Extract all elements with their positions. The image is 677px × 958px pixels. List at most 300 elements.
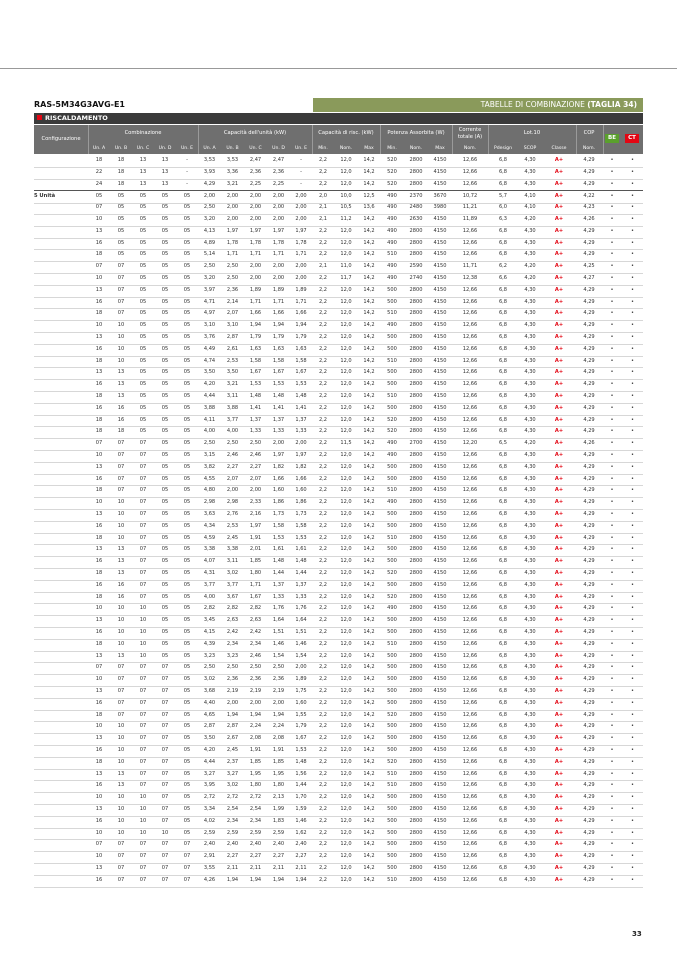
table-cell: 05 — [161, 605, 169, 612]
table-cell: 2,00 — [272, 440, 285, 447]
table-cell: 05 — [139, 298, 147, 305]
table-cell: 14,2 — [363, 546, 375, 553]
table-cell: 05 — [183, 723, 191, 730]
table-cell: 6,8 — [498, 298, 508, 305]
table-cell: 2,00 — [226, 193, 239, 200]
table-cell: 4150 — [433, 463, 447, 470]
table-cell: 13 — [95, 617, 103, 624]
table-cell: 2740 — [409, 275, 423, 281]
table-cell: 4150 — [433, 688, 447, 694]
table-cell: 4,30 — [524, 534, 536, 541]
table-cell: 4150 — [433, 735, 447, 742]
table-cell: 4,29 — [583, 853, 595, 860]
table-cell: 2,46 — [226, 452, 239, 458]
table-cell: 05 — [139, 322, 147, 329]
table-cell: 14,2 — [363, 782, 375, 789]
table-cell: 6,8 — [498, 782, 508, 789]
table-cell: • — [610, 699, 614, 706]
table-cell: 2800 — [409, 652, 423, 659]
table-cell: A+ — [554, 452, 564, 458]
table-cell: 2,2 — [318, 546, 328, 553]
table-cell: • — [630, 475, 634, 482]
table-cell: 500 — [387, 735, 397, 742]
table-cell: 4150 — [433, 416, 447, 423]
table-cell: 4,30 — [524, 570, 536, 576]
table-cell: 510 — [387, 487, 397, 494]
table-cell: - — [300, 157, 302, 163]
table-cell: 05 — [161, 310, 169, 317]
table-cell: 4,29 — [583, 334, 595, 340]
table-cell: 4,29 — [583, 617, 595, 624]
table-cell: 2,2 — [318, 581, 328, 588]
table-cell: 1,48 — [249, 393, 262, 399]
table-cell: 12,66 — [462, 334, 478, 340]
table-cell: 1,79 — [272, 334, 285, 340]
table-cell: - — [186, 157, 188, 163]
table-cell: 12,66 — [462, 322, 478, 329]
table-cell: 05 — [183, 334, 191, 340]
table-cell: 4,30 — [524, 581, 536, 588]
table-cell: 2,19 — [226, 688, 239, 694]
table-cell: 10 — [117, 534, 125, 541]
table-cell: 2800 — [409, 310, 423, 317]
table-cell: 1,44 — [295, 570, 307, 576]
table-cell: 10 — [139, 817, 147, 824]
table-cell: 2,00 — [249, 204, 262, 211]
table-cell: 2,36 — [249, 168, 262, 175]
table-cell: 3,77 — [226, 416, 239, 423]
table-cell: 1,58 — [272, 522, 285, 529]
header-separator — [603, 125, 604, 154]
table-cell: A+ — [554, 511, 564, 517]
table-cell: 4,20 — [524, 440, 536, 447]
table-cell: 4150 — [433, 310, 447, 317]
table-cell: 16 — [95, 345, 103, 352]
table-cell: 18 — [95, 157, 103, 163]
table-cell: 2,36 — [272, 168, 285, 175]
table-cell: • — [610, 581, 614, 588]
table-cell: 1,53 — [295, 747, 307, 753]
table-cell: 05 — [161, 475, 169, 482]
table-cell: 4150 — [433, 239, 447, 246]
table-cell: 2800 — [409, 640, 423, 647]
table-cell: 6,8 — [498, 829, 508, 836]
table-cell: A+ — [554, 570, 564, 576]
table-cell: 4,29 — [583, 581, 595, 588]
table-cell: 14,2 — [363, 522, 375, 529]
table-cell: 2,72 — [249, 794, 262, 801]
table-cell: 3,55 — [203, 865, 216, 871]
table-cell: 4150 — [433, 487, 447, 494]
table-cell: 2,40 — [295, 841, 307, 848]
table-cell: 4150 — [433, 570, 447, 576]
table-cell: 2,2 — [318, 440, 328, 447]
table-cell: 1,53 — [295, 534, 307, 541]
table-cell: 1,67 — [295, 735, 307, 742]
table-cell: 2,2 — [318, 416, 328, 423]
table-cell: • — [630, 782, 634, 789]
table-cell: 1,37 — [272, 581, 285, 588]
table-cell: • — [610, 817, 614, 824]
table-cell: • — [630, 617, 634, 624]
table-cell: 6,8 — [498, 428, 508, 435]
table-cell: • — [610, 193, 614, 200]
table-cell: 2,50 — [203, 204, 216, 211]
table-cell: 2,50 — [272, 664, 285, 671]
table-cell: • — [610, 345, 614, 352]
table-cell: 2,2 — [318, 534, 328, 541]
table-cell: 2800 — [409, 629, 423, 635]
table-cell: 05 — [117, 193, 125, 200]
table-cell: 10 — [161, 829, 169, 836]
table-cell: 05 — [183, 298, 191, 305]
table-cell: 2,1 — [318, 216, 328, 222]
table-cell: 2,53 — [226, 522, 239, 529]
table-cell: 2800 — [409, 735, 423, 742]
table-cell: 12,66 — [462, 617, 478, 624]
table-cell: 05 — [161, 511, 169, 517]
header-cop: COP — [583, 130, 595, 136]
table-cell: 2,2 — [318, 770, 328, 777]
table-cell: • — [610, 841, 614, 848]
table-cell: 4,00 — [203, 428, 216, 435]
table-cell: 10 — [95, 216, 103, 222]
table-cell: 6,8 — [498, 688, 508, 694]
table-cell: 1,79 — [295, 723, 307, 730]
table-cell: A+ — [554, 322, 564, 329]
table-cell: • — [610, 369, 614, 376]
table-cell: 4,30 — [524, 322, 536, 329]
table-cell: 4,29 — [583, 404, 595, 411]
table-cell: 05 — [183, 239, 191, 246]
table-cell: 500 — [387, 558, 397, 565]
table-cell: 16 — [95, 381, 103, 388]
table-cell: 18 — [95, 310, 103, 317]
table-cell: 1,73 — [295, 511, 307, 517]
table-cell: 6,8 — [498, 853, 508, 860]
table-cell: A+ — [554, 298, 564, 305]
table-cell: 4,30 — [524, 452, 536, 458]
table-cell: A+ — [554, 168, 564, 175]
table-cell: A+ — [554, 652, 564, 659]
header-separator — [380, 125, 381, 154]
table-cell: 4150 — [433, 534, 447, 541]
table-cell: A+ — [554, 381, 564, 388]
table-cell: 05 — [183, 747, 191, 753]
table-cell: 14,2 — [363, 334, 375, 340]
table-cell: 1,97 — [226, 227, 239, 234]
table-cell: 2800 — [409, 758, 423, 765]
table-cell: • — [610, 747, 614, 753]
table-cell: 1,33 — [272, 593, 285, 600]
table-cell: A+ — [554, 286, 564, 293]
table-cell: 1,53 — [295, 381, 307, 388]
table-cell: A+ — [554, 546, 564, 553]
table-cell: 4,30 — [524, 546, 536, 553]
table-cell: 05 — [183, 428, 191, 435]
table-cell: 14,2 — [363, 463, 375, 470]
table-cell: 2800 — [409, 794, 423, 801]
table-cell: 05 — [183, 770, 191, 777]
table-cell: 6,8 — [498, 593, 508, 600]
table-cell: 2,00 — [272, 699, 285, 706]
table-cell: 07 — [183, 841, 191, 848]
table-cell: 12,0 — [340, 475, 352, 482]
table-cell: 490 — [387, 193, 397, 200]
table-cell: 18 — [95, 758, 103, 765]
table-cell: 2,50 — [226, 664, 239, 671]
table-cell: 05 — [183, 193, 191, 200]
table-cell: 05 — [183, 286, 191, 293]
table-cell: 05 — [183, 664, 191, 671]
table-cell: 05 — [161, 617, 169, 624]
table-cell: 4,29 — [583, 806, 595, 812]
table-cell: 12,0 — [340, 180, 352, 187]
table-cell: 18 — [95, 640, 103, 647]
page-number: 33 — [632, 930, 642, 938]
table-cell: 07 — [117, 452, 125, 458]
table-banner — [313, 98, 643, 112]
table-cell: 12,66 — [462, 463, 478, 470]
table-cell: 14,2 — [363, 853, 375, 860]
table-cell: 2,40 — [272, 841, 285, 848]
table-cell: 13 — [117, 546, 125, 553]
table-cell: 1,61 — [295, 546, 307, 553]
table-cell: 3,50 — [203, 369, 216, 376]
subheader-cell: Max — [364, 146, 374, 151]
table-cell: 11,2 — [340, 216, 352, 222]
table-cell: • — [630, 334, 634, 340]
table-cell: 4,29 — [583, 546, 595, 553]
table-cell: 12,66 — [462, 404, 478, 411]
table-cell: 2800 — [409, 227, 423, 234]
table-cell: 6,8 — [498, 747, 508, 753]
table-cell: 07 — [139, 676, 147, 683]
table-cell: 2,72 — [203, 794, 216, 801]
table-cell: 14,2 — [363, 699, 375, 706]
table-cell: 12,66 — [462, 593, 478, 600]
table-cell: 490 — [387, 263, 397, 270]
table-cell: • — [610, 605, 614, 612]
table-cell: 6,8 — [498, 546, 508, 553]
table-cell: 2,34 — [226, 817, 239, 824]
table-cell: • — [630, 534, 634, 541]
table-cell: • — [610, 440, 614, 447]
table-cell: 4,29 — [583, 168, 595, 175]
table-cell: 4,29 — [583, 452, 595, 458]
table-cell: 2800 — [409, 617, 423, 624]
table-cell: 07 — [139, 747, 147, 753]
table-cell: 490 — [387, 605, 397, 612]
table-cell: 6,8 — [498, 227, 508, 234]
table-cell: 500 — [387, 688, 397, 694]
table-cell: 4,29 — [583, 322, 595, 329]
table-cell: 05 — [183, 251, 191, 258]
table-cell: 2,24 — [272, 723, 285, 730]
table-cell: 1,71 — [249, 298, 262, 305]
table-cell: 13 — [95, 334, 103, 340]
table-cell: 4,29 — [583, 463, 595, 470]
table-cell: 12,0 — [340, 865, 352, 871]
table-cell: 4,15 — [203, 629, 216, 635]
table-cell: 2,08 — [272, 735, 285, 742]
table-cell: 2800 — [409, 487, 423, 494]
table-cell: 3,11 — [226, 558, 239, 565]
table-cell: 510 — [387, 393, 397, 399]
table-cell: 05 — [183, 806, 191, 812]
table-cell: 12,66 — [462, 345, 478, 352]
table-cell: 1,80 — [249, 570, 262, 576]
table-cell: 12,0 — [340, 841, 352, 848]
table-cell: 07 — [139, 534, 147, 541]
table-cell: 2,27 — [226, 853, 239, 860]
table-cell: 2800 — [409, 688, 423, 694]
table-cell: 2,50 — [203, 664, 216, 671]
table-cell: 6,8 — [498, 487, 508, 494]
table-cell: 4150 — [433, 723, 447, 730]
table-cell: 12,0 — [340, 629, 352, 635]
table-cell: 12,66 — [462, 853, 478, 860]
table-cell: 2,50 — [226, 263, 239, 270]
table-cell: 12,0 — [340, 286, 352, 293]
table-cell: 2,00 — [226, 204, 239, 211]
table-cell: 05 — [161, 570, 169, 576]
table-cell: 2,00 — [295, 216, 307, 222]
table-cell: A+ — [554, 357, 564, 364]
table-cell: 6,8 — [498, 581, 508, 588]
table-cell: 4150 — [433, 168, 447, 175]
table-cell: 10 — [117, 605, 125, 612]
table-cell: 07 — [117, 263, 125, 270]
table-cell: 1,54 — [295, 652, 307, 659]
table-cell: 6,0 — [498, 204, 508, 211]
table-cell: 07 — [161, 723, 169, 730]
table-cell: 2,00 — [226, 699, 239, 706]
table-cell: 12,66 — [462, 416, 478, 423]
badge-be: BE — [605, 134, 619, 143]
table-cell: 12,0 — [340, 747, 352, 753]
table-cell: 1,37 — [295, 416, 307, 423]
subheader-cell: Un. B — [226, 146, 239, 151]
table-cell: 2,2 — [318, 463, 328, 470]
table-cell: 1,83 — [272, 817, 285, 824]
table-cell: 12,0 — [340, 534, 352, 541]
table-cell: 14,2 — [363, 428, 375, 435]
table-cell: 5,7 — [498, 193, 508, 200]
table-cell: 07 — [139, 853, 147, 860]
table-cell: 4,29 — [583, 829, 595, 836]
table-cell: 1,48 — [295, 558, 307, 565]
table-cell: 500 — [387, 475, 397, 482]
table-cell: 6,8 — [498, 534, 508, 541]
table-cell: 500 — [387, 404, 397, 411]
table-cell: 12,0 — [340, 416, 352, 423]
table-cell: • — [610, 157, 614, 163]
table-cell: 4,20 — [203, 747, 216, 753]
table-cell: 4,30 — [524, 334, 536, 340]
model-code: RAS-5M34G3AVG-E1 — [34, 100, 125, 109]
table-cell: 2,2 — [318, 369, 328, 376]
table-cell: 4,29 — [583, 180, 595, 187]
table-cell: 05 — [161, 263, 169, 270]
table-cell: A+ — [554, 829, 564, 836]
table-cell: 4,30 — [524, 180, 536, 187]
table-cell: 4150 — [433, 640, 447, 647]
table-cell: 1,95 — [249, 770, 262, 777]
table-cell: 2,2 — [318, 688, 328, 694]
table-cell: 4,30 — [524, 475, 536, 482]
table-cell: 6,8 — [498, 841, 508, 848]
table-cell: 4,49 — [203, 345, 216, 352]
table-cell: 05 — [139, 286, 147, 293]
table-cell: 07 — [139, 440, 147, 447]
table-cell: 6,8 — [498, 699, 508, 706]
table-cell: 500 — [387, 629, 397, 635]
table-cell: 05 — [161, 298, 169, 305]
table-cell: 2,2 — [318, 452, 328, 458]
table-cell: 10 — [117, 499, 125, 506]
table-cell: • — [610, 794, 614, 801]
subheader-cell: Un. D — [272, 146, 285, 151]
table-cell: 2,50 — [203, 440, 216, 447]
table-cell: • — [610, 416, 614, 423]
table-cell: 2,1 — [318, 204, 328, 211]
table-cell: 05 — [161, 357, 169, 364]
table-cell: 4,30 — [524, 758, 536, 765]
table-cell: 4,29 — [583, 522, 595, 529]
table-cell: 2,53 — [226, 357, 239, 364]
table-cell: 4,29 — [583, 393, 595, 399]
table-cell: 14,2 — [363, 629, 375, 635]
table-cell: 4,00 — [226, 428, 239, 435]
table-cell: • — [610, 652, 614, 659]
table-cell: 4,29 — [583, 369, 595, 376]
table-cell: 07 — [139, 463, 147, 470]
table-cell: 12,66 — [462, 581, 478, 588]
subheader-cell: Min. — [318, 146, 328, 151]
table-cell: 2,36 — [272, 676, 285, 683]
table-cell: 05 — [117, 239, 125, 246]
table-cell: 1,61 — [272, 546, 285, 553]
table-cell: 500 — [387, 723, 397, 730]
table-cell: 07 — [161, 782, 169, 789]
table-cell: 2800 — [409, 157, 423, 163]
table-cell: 13 — [95, 688, 103, 694]
table-cell: 14,2 — [363, 263, 375, 270]
table-cell: 10 — [139, 794, 147, 801]
table-cell: 1,66 — [249, 310, 262, 317]
table-cell: 4150 — [433, 581, 447, 588]
table-cell: 13 — [161, 157, 169, 163]
table-cell: 12,66 — [462, 629, 478, 635]
table-cell: 4150 — [433, 157, 447, 163]
table-cell: 2800 — [409, 782, 423, 789]
table-cell: 3,53 — [226, 157, 239, 163]
table-cell: 12,0 — [340, 688, 352, 694]
table-cell: 4,29 — [583, 640, 595, 647]
table-cell: 12,66 — [462, 782, 478, 789]
table-cell: 05 — [183, 216, 191, 222]
table-cell: 4,30 — [524, 664, 536, 671]
table-cell: 12,0 — [340, 393, 352, 399]
table-cell: • — [610, 452, 614, 458]
table-cell: 6,3 — [498, 216, 508, 222]
table-cell: 18 — [95, 428, 103, 435]
header-capacita-unita: Capacità dell'unità (kW) — [223, 130, 287, 136]
table-cell: 18 — [95, 534, 103, 541]
table-cell: 16 — [95, 298, 103, 305]
table-cell: 2800 — [409, 546, 423, 553]
